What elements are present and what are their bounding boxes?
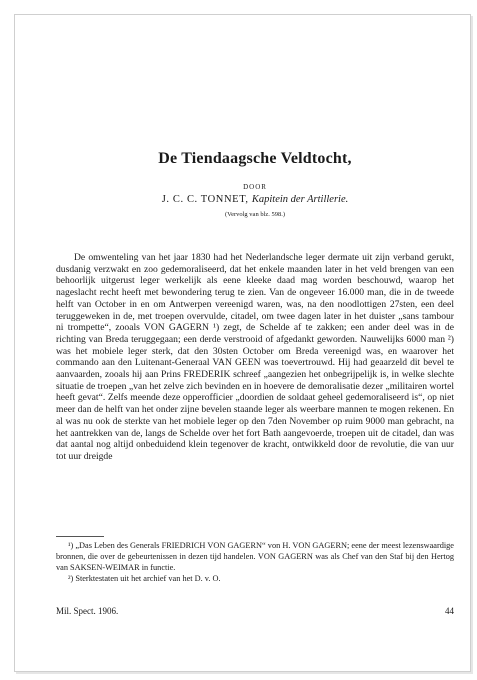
body-text xyxy=(56,252,454,463)
body-paragraph: De omwenteling van het jaar 1830 had het Nederlandsche leger dermate uit zijn verband gerukt, dusdanig verzwakt en zoo gedemoraliseerd, dat het enkele maanden later in het veld brengen van een behoorlijk uitgerust leger werkelijk als eene kleeke daad mag worden beschouwd, waarop het nageslacht recht heeft met bewondering terug te zien. Van de ongeveer 16.000 man, die in de tweede helft van October in en om Antwerpen vereenigd waren, was, na den noodlottigen 27sten, een deel teruggeweken in de, met troepen overvulde, citadel, om twee dagen later in het duister „sans tambour ni trompette“, zooals VON GAGERN ¹) zegt, de Schelde af te zakken; een ander deel was in de richting van Breda teruggegaan; een derde verstrooid of afgedankt geworden. Nauwelijks 6000 man ²) was het mobiele leger sterk, dat den 30sten October om Breda vereenigd was, en waarover het commando aan den Luitenant-Generaal VAN GEEN was toevertrouwd. Hij had geaarzeld dit bevel te aanvaarden, zooals hij aan Prins FREDERIK schreef „aangezien het onbegrijpelijk is, in welke slechte situatie de troepen „van het zelve zich bevinden en in hoevere de demoralisatie dezer „militairen wortel heeft gevat“. Zelfs meende deze opperofficier „doordien de soldaat geheel gedemoraliseerd is“, op niet meer dan de helft van het onder zijne bevelen staande leger als weerbare mannen te mogen rekenen. En al was nu ook de sterkte van het mobiele leger op den 7den November op ruim 9000 man gebracht, na het aantrekken van de, langs de Schelde over het fort Bath aangevoerde, troepen uit de citadel, dan was dat aantal nog altijd onbeduidend klein tegenover de kracht, ontwikkeld door de revolutie, die van uur tot uur dreigde xyxy=(56,252,454,462)
continuation-note: (Vervolg van blz. 598.) xyxy=(224,211,286,218)
author-rank: Kapitein der Artillerie. xyxy=(251,194,349,205)
page-footer xyxy=(56,606,454,616)
author-name: J. C. C. TONNET, xyxy=(161,194,249,205)
footnote-2: ²) Sterktestaten uit het archief van het D. v. O. xyxy=(68,574,221,583)
article-title: De Tiendaagsche Veldtocht, xyxy=(158,150,352,167)
footnotes xyxy=(56,540,454,584)
byline-door: DOOR xyxy=(243,183,267,191)
author-line xyxy=(56,194,454,205)
document-page xyxy=(56,0,454,680)
footnote-1: ¹) „Das Leben des Generals FRIEDRICH VON GAGERN“ von H. VON GAGERN; eene der meest lezenswaardige bronnen, die over de gebeurtenissen in dezen tijd handelen. VON GAGERN was als Chef van den Staf bij den Hertog van SAKSEN-WEIMAR in functie. xyxy=(56,541,454,572)
page-number: 44 xyxy=(445,606,454,616)
journal-reference: Mil. Spect. 1906. xyxy=(56,606,119,616)
footnote-rule xyxy=(56,536,104,537)
